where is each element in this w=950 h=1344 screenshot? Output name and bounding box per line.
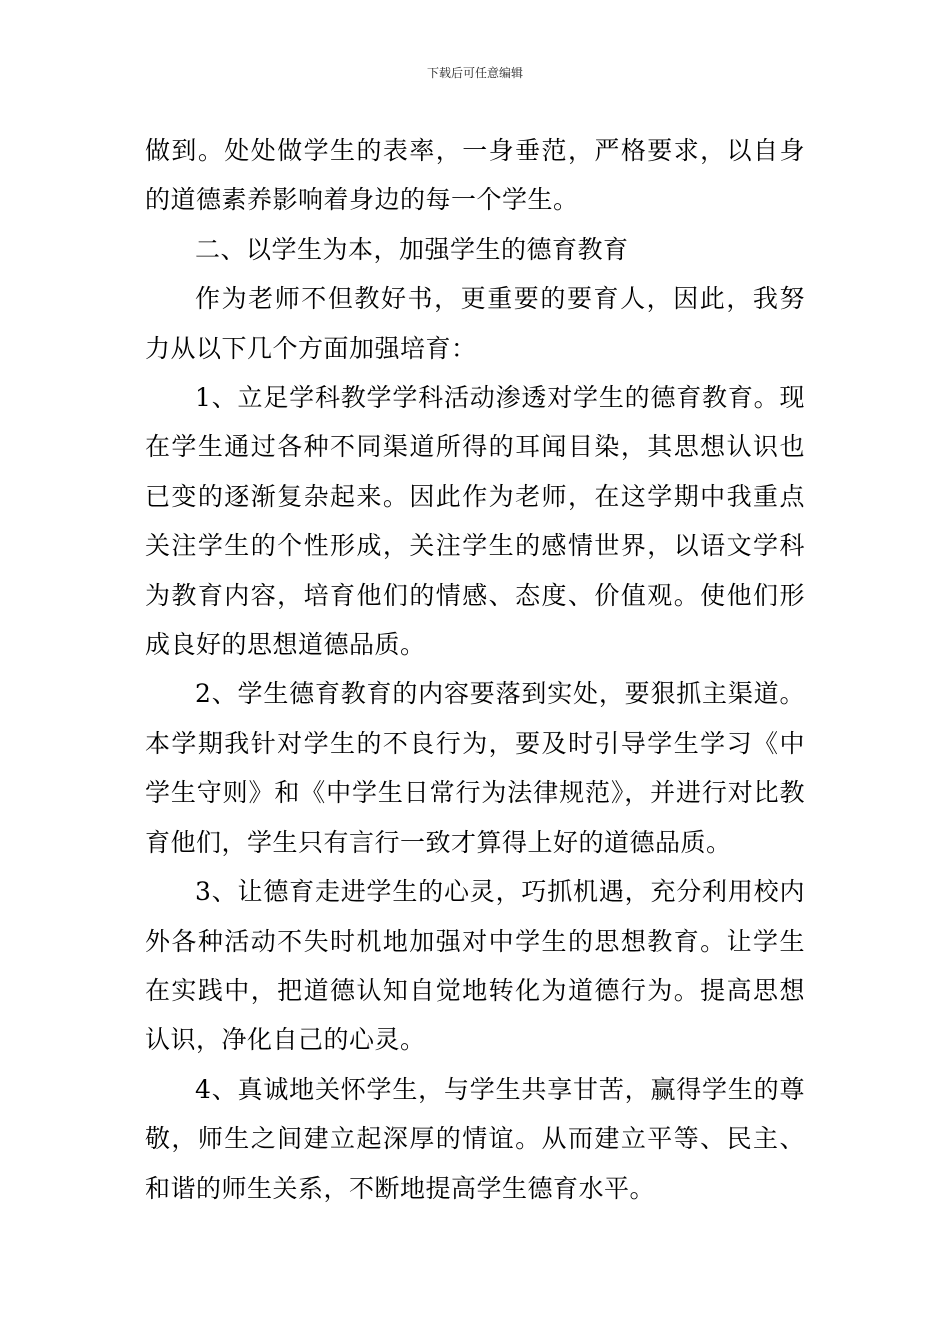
section-heading: 二、以学生为本，加强学生的德育教育 — [195, 234, 629, 264]
document-body — [145, 126, 805, 1213]
paragraph-intro: 作为老师不但教好书，更重要的要育人，因此，我努力从以下几个方面加强培育： — [145, 284, 805, 363]
page-header-note: 下载后可任意编辑 — [426, 66, 523, 80]
paragraph-item-3: 3、让德育走进学生的心灵，巧抓机遇，充分利用校内外各种活动不失时机地加强对中学生的思想教育。让学生在实践中，把道德认知自觉地转化为道德行为。提高思想认识，净化自己的心灵。 — [145, 877, 805, 1055]
paragraph-continuation: 做到。处处做学生的表率，一身垂范，严格要求，以自身的道德素养影响着身边的每一个学生。 — [145, 136, 805, 215]
paragraph-item-4: 4、真诚地关怀学生，与学生共享甘苦，赢得学生的尊敬，师生之间建立起深厚的情谊。从而建立平等、民主、和谐的师生关系，不断地提高学生德育水平。 — [145, 1074, 805, 1203]
paragraph-item-1: 1、立足学科教学学科活动渗透对学生的德育教育。现在学生通过各种不同渠道所得的耳闻目染，其思想认识也已变的逐渐复杂起来。因此作为老师，在这学期中我重点关注学生的个性形成，关注学生的感情世界，以语文学科为教育内容，培育他们的情感、态度、价值观。使他们形成良好的思想道德品质。 — [145, 383, 805, 660]
paragraph-item-2: 2、学生德育教育的内容要落到实处，要狠抓主渠道。本学期我针对学生的不良行为，要及时引导学生学习《中学生守则》和《中学生日常行为法律规范》，并进行对比教育他们，学生只有言行一致才算得上好的道德品质。 — [145, 679, 805, 857]
